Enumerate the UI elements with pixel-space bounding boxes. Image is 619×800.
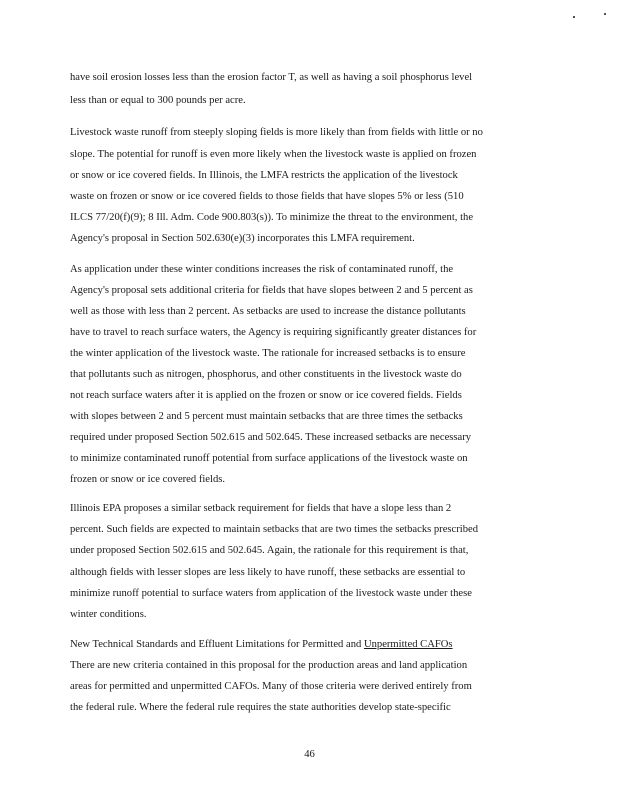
- text-line: with slopes between 2 and 5 percent must maintain setbacks that are three times the setbacks: [70, 411, 463, 422]
- text-line: have soil erosion losses less than the erosion factor T, as well as having a soil phosphorus level: [70, 72, 473, 83]
- section-heading: [70, 638, 550, 652]
- text-line: or snow or ice covered fields. In Illinois, the LMFA restricts the application of the livestock: [70, 170, 458, 181]
- section-heading-text: New Technical Standards and Effluent Limitations for Permitted and: [70, 639, 364, 650]
- text-line: There are new criteria contained in this proposal for the production areas and land application: [70, 660, 468, 671]
- text-line: Illinois EPA proposes a similar setback requirement for fields that have a slope less than 2: [70, 503, 452, 514]
- text-line: frozen or snow or ice covered fields.: [70, 474, 226, 485]
- text-line: winter conditions.: [70, 609, 147, 620]
- text-line: Agency's proposal in Section 502.630(e)(3) incorporates this LMFA requirement.: [70, 233, 415, 244]
- text-line: areas for permitted and unpermitted CAFOs. Many of those criteria were derived entirely from: [70, 681, 472, 692]
- text-line: percent. Such fields are expected to maintain setbacks that are two times the setbacks prescribed: [70, 524, 478, 535]
- text-line: Agency's proposal sets additional criteria for fields that have slopes between 2 and 5 percent as: [70, 285, 473, 296]
- text-line: have to travel to reach surface waters, the Agency is requiring significantly greater distances for: [70, 327, 477, 338]
- scan-speck: [573, 16, 575, 18]
- text-line: the federal rule. Where the federal rule requires the state authorities develop state-specific: [70, 702, 451, 713]
- text-line: although fields with lesser slopes are less likely to have runoff, these setbacks are essential to: [70, 567, 466, 578]
- text-line: well as those with less than 2 percent. As setbacks are used to increase the distance pollutants: [70, 306, 466, 317]
- text-line: waste on frozen or snow or ice covered fields to those fields that have slopes 5% or less (510: [70, 191, 464, 202]
- text-line: slope. The potential for runoff is even more likely when the livestock waste is applied on frozen: [70, 149, 477, 160]
- text-line: Livestock waste runoff from steeply sloping fields is more likely than from fields with little or no: [70, 127, 483, 138]
- text-line: under proposed Section 502.615 and 502.645. Again, the rationale for this requirement is that,: [70, 545, 469, 556]
- page-number: 46: [304, 749, 315, 760]
- text-line: ILCS 77/20(f)(9); 8 Ill. Adm. Code 900.803(s)). To minimize the threat to the environment, the: [70, 212, 474, 223]
- text-line: required under proposed Section 502.615 and 502.645. These increased setbacks are necessary: [70, 432, 472, 443]
- text-line: minimize runoff potential to surface waters from application of the livestock waste under these: [70, 588, 472, 599]
- text-line: less than or equal to 300 pounds per acre.: [70, 95, 246, 106]
- text-line: that pollutants such as nitrogen, phosphorus, and other constituents in the livestock waste do: [70, 369, 462, 380]
- text-line: not reach surface waters after it is applied on the frozen or snow or ice covered fields. Fields: [70, 390, 462, 401]
- scan-speck: [604, 13, 606, 15]
- text-line: to minimize contaminated runoff potential from surface applications of the livestock waste on: [70, 453, 468, 464]
- section-heading-underlined: Unpermitted CAFOs: [363, 639, 453, 650]
- text-line: the winter application of the livestock waste. The rationale for increased setbacks is to ensure: [70, 348, 466, 359]
- text-line: As application under these winter conditions increases the risk of contaminated runoff, the: [70, 264, 454, 275]
